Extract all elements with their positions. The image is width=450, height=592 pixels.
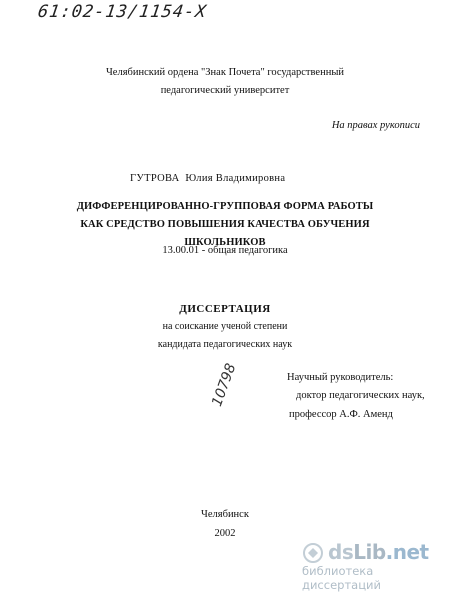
watermark-brand-ds: ds — [328, 540, 354, 564]
inventory-handwritten-mark: 10798 — [209, 361, 240, 409]
title-line2: КАК СРЕДСТВО ПОВЫШЕНИЯ КАЧЕСТВА ОБУЧЕНИЯ — [80, 219, 370, 230]
supervisor-label: Научный руководитель: — [287, 372, 394, 383]
title-line3: ШКОЛЬНИКОВ — [184, 237, 266, 248]
degree-line2: кандидата педагогических наук — [157, 339, 293, 350]
title-line1: ДИФФЕРЕНЦИРОВАННО-ГРУППОВАЯ ФОРМА РАБОТЫ — [76, 201, 374, 212]
watermark — [280, 540, 450, 592]
catalog-number: 61:02-13/1154-X — [36, 2, 208, 22]
year: 2002 — [214, 528, 236, 539]
specialty-code: 13.00.01 - общая педагогика — [162, 245, 288, 256]
watermark-subtitle: библиотека диссертаций — [302, 564, 381, 592]
dissertation-title — [0, 198, 450, 252]
institution-name-line2: педагогический университет — [160, 85, 290, 96]
rights-note: На правах рукописи — [331, 120, 420, 131]
city: Челябинск — [201, 509, 249, 520]
dslib-logo-icon — [302, 542, 324, 564]
watermark-brand-lib: Lib — [353, 540, 386, 564]
degree-line1: на соискание ученой степени — [162, 321, 288, 332]
watermark-brand-tld: .net — [385, 540, 429, 564]
supervisor-degree: доктор педагогических наук, — [296, 390, 425, 401]
institution-name-line1: Челябинский ордена "Знак Почета" государственный — [105, 67, 344, 78]
watermark-brand — [328, 540, 429, 564]
document-type: ДИССЕРТАЦИЯ — [179, 303, 271, 315]
supervisor-name: профессор А.Ф. Аменд — [289, 409, 393, 420]
author-name: ГУТРОВА Юлия Владимировна — [130, 173, 286, 184]
